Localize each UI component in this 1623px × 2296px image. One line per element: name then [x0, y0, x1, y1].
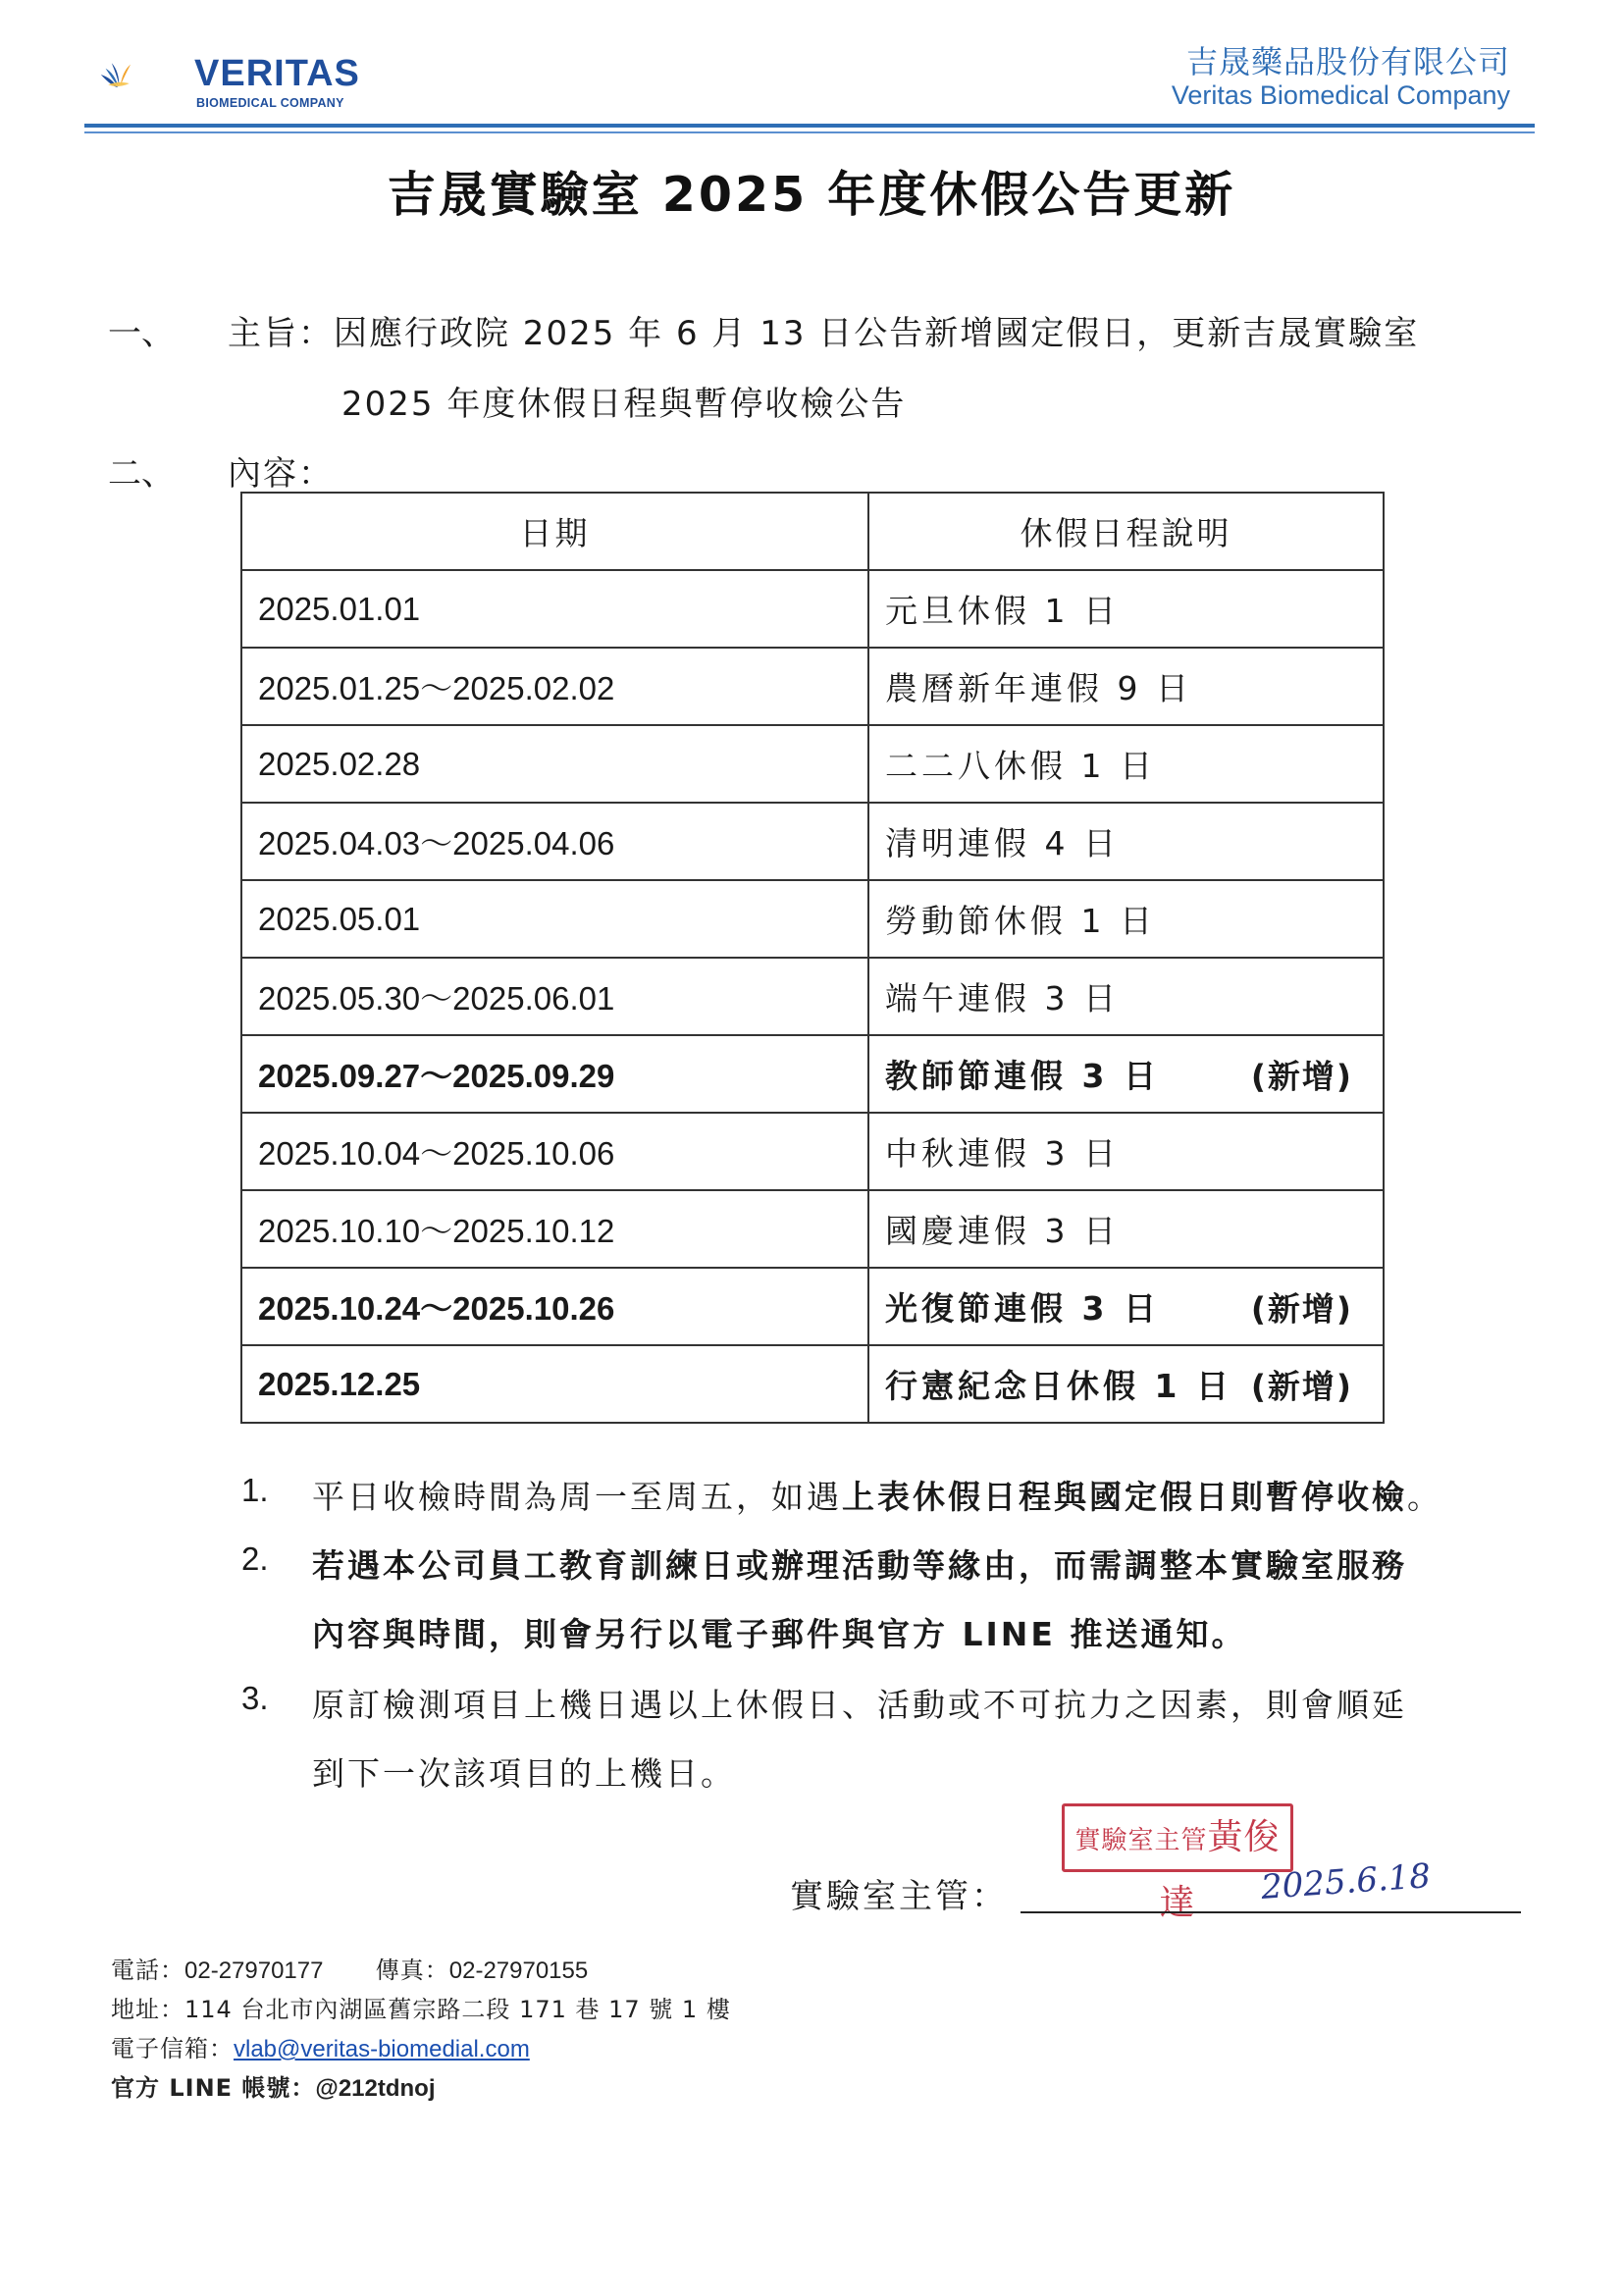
table-row [241, 1113, 1384, 1190]
table-row [241, 725, 1384, 803]
tel-label: 電話： [111, 1957, 184, 1984]
row-description-text: 國慶連假 3 日 [885, 1212, 1120, 1250]
company-name-zh: 吉晟藥品股份有限公司 [1185, 43, 1510, 80]
row-description-text: 清明連假 4 日 [885, 824, 1120, 862]
note-2-line-2: 內容與時間，則會另行以電子郵件與官方 LINE 推送通知。 [312, 1615, 1247, 1653]
table-header-row [241, 493, 1384, 570]
row-date: 2025.09.27～2025.09.29 [241, 1035, 868, 1113]
table-row-new [241, 1268, 1384, 1345]
signature-date: 2025.6.18 [1259, 1856, 1433, 1907]
row-date: 2025.04.03～2025.04.06 [241, 803, 868, 880]
row-description-text: 光復節連假 3 日 [885, 1289, 1160, 1328]
row-description [868, 1345, 1384, 1423]
note-1-bold: 上表休假日程與國定假日則暫停收檢 [842, 1478, 1407, 1516]
approval-stamp [1062, 1803, 1293, 1923]
note-1-plain: 平日收檢時間為周一至周五，如遇 [312, 1478, 842, 1516]
table-row-new [241, 1345, 1384, 1423]
row-description [868, 880, 1384, 958]
header-divider [84, 124, 1535, 128]
row-description-text: 行憲紀念日休假 1 日 [885, 1367, 1232, 1405]
note-2-line-1: 若遇本公司員工教育訓練日或辦理活動等緣由，而需調整本實驗室服務 [312, 1546, 1407, 1585]
company-name-en: Veritas Biomedical Company [1171, 80, 1510, 110]
section-2-label: 內容： [228, 454, 334, 494]
row-description [868, 1113, 1384, 1190]
column-header-description: 休假日程說明 [868, 493, 1384, 570]
logo-subtitle: BIOMEDICAL COMPANY [196, 96, 344, 110]
section-1-line-2: 2025 年度休假日程與暫停收檢公告 [341, 385, 907, 424]
contact-phone-line [111, 1951, 588, 1985]
stamp-title: 實驗室主管 [1074, 1826, 1208, 1855]
row-description [868, 958, 1384, 1035]
row-date: 2025.01.25～2025.02.02 [241, 648, 868, 725]
contact-line-account [111, 2068, 436, 2103]
row-description-text: 端午連假 3 日 [885, 979, 1120, 1018]
table-row [241, 880, 1384, 958]
header-divider-thin [84, 131, 1535, 133]
row-description [868, 803, 1384, 880]
note-3-line-1: 原訂檢測項目上機日遇以上休假日、活動或不可抗力之因素，則會順延 [312, 1686, 1407, 1724]
table-row [241, 648, 1384, 725]
row-date: 2025.05.01 [241, 880, 868, 958]
row-description-text: 教師節連假 3 日 [885, 1057, 1160, 1095]
new-tag: (新增) [1250, 1289, 1353, 1328]
row-description [868, 725, 1384, 803]
address-value: 114 台北市內湖區舊宗路二段 171 巷 17 號 1 樓 [184, 1996, 731, 2023]
row-description [868, 1190, 1384, 1268]
table-row [241, 570, 1384, 648]
row-description-text: 中秋連假 3 日 [885, 1134, 1120, 1173]
email-link[interactable]: vlab@veritas-biomedial.com [234, 2036, 530, 2062]
row-description [868, 1035, 1384, 1113]
new-tag: (新增) [1250, 1057, 1353, 1095]
email-label: 電子信箱： [111, 2035, 234, 2062]
contact-address-line [111, 1990, 731, 2024]
veritas-logo-icon [98, 35, 196, 114]
row-date: 2025.10.10～2025.10.12 [241, 1190, 868, 1268]
line-id: @212tdnoj [315, 2075, 436, 2102]
note-1-text [312, 1472, 1442, 1518]
logo-wordmark: VERITAS [194, 53, 360, 94]
table-row [241, 803, 1384, 880]
row-date: 2025.10.24～2025.10.26 [241, 1268, 868, 1345]
row-description-text: 二二八休假 1 日 [885, 747, 1156, 785]
row-description [868, 570, 1384, 648]
row-description-text: 元旦休假 1 日 [885, 592, 1120, 630]
note-1-tail: 。 [1407, 1478, 1442, 1516]
fax-value: 02-27970155 [448, 1957, 589, 1984]
note-2-number: 2. [241, 1540, 269, 1577]
section-1-number: 一、 [108, 314, 175, 353]
row-description [868, 1268, 1384, 1345]
column-header-date: 日期 [241, 493, 868, 570]
row-date: 2025.02.28 [241, 725, 868, 803]
section-1-line-1: 主旨：因應行政院 2025 年 6 月 13 日公告新增國定假日，更新吉晟實驗室 [228, 314, 1420, 353]
note-1-number: 1. [241, 1472, 269, 1508]
section-2-number: 二、 [108, 454, 175, 494]
stamp-name: 黃俊達 [1159, 1817, 1281, 1923]
page-title: 吉晟實驗室 2025 年度休假公告更新 [387, 167, 1236, 223]
note-3-line-2: 到下一次該項目的上機日。 [312, 1754, 736, 1793]
address-label: 地址： [111, 1996, 184, 2023]
row-description [868, 648, 1384, 725]
table-row [241, 1190, 1384, 1268]
fax-label: 傳真： [375, 1957, 449, 1984]
row-description-text: 勞動節休假 1 日 [885, 902, 1156, 940]
table-row-new [241, 1035, 1384, 1113]
signature-line [1021, 1911, 1521, 1913]
signature-label: 實驗室主管： [790, 1877, 1008, 1916]
new-tag: (新增) [1250, 1367, 1353, 1405]
line-label: 官方 LINE 帳號： [111, 2074, 316, 2102]
row-date: 2025.01.01 [241, 570, 868, 648]
contact-email-line [111, 2029, 530, 2063]
note-3-number: 3. [241, 1680, 269, 1716]
tel-value: 02-27970177 [184, 1957, 324, 1984]
row-date: 2025.12.25 [241, 1345, 868, 1423]
table-row [241, 958, 1384, 1035]
holiday-schedule-table [240, 492, 1385, 1424]
row-date: 2025.10.04～2025.10.06 [241, 1113, 868, 1190]
row-date: 2025.05.30～2025.06.01 [241, 958, 868, 1035]
row-description-text: 農曆新年連假 9 日 [885, 669, 1192, 707]
